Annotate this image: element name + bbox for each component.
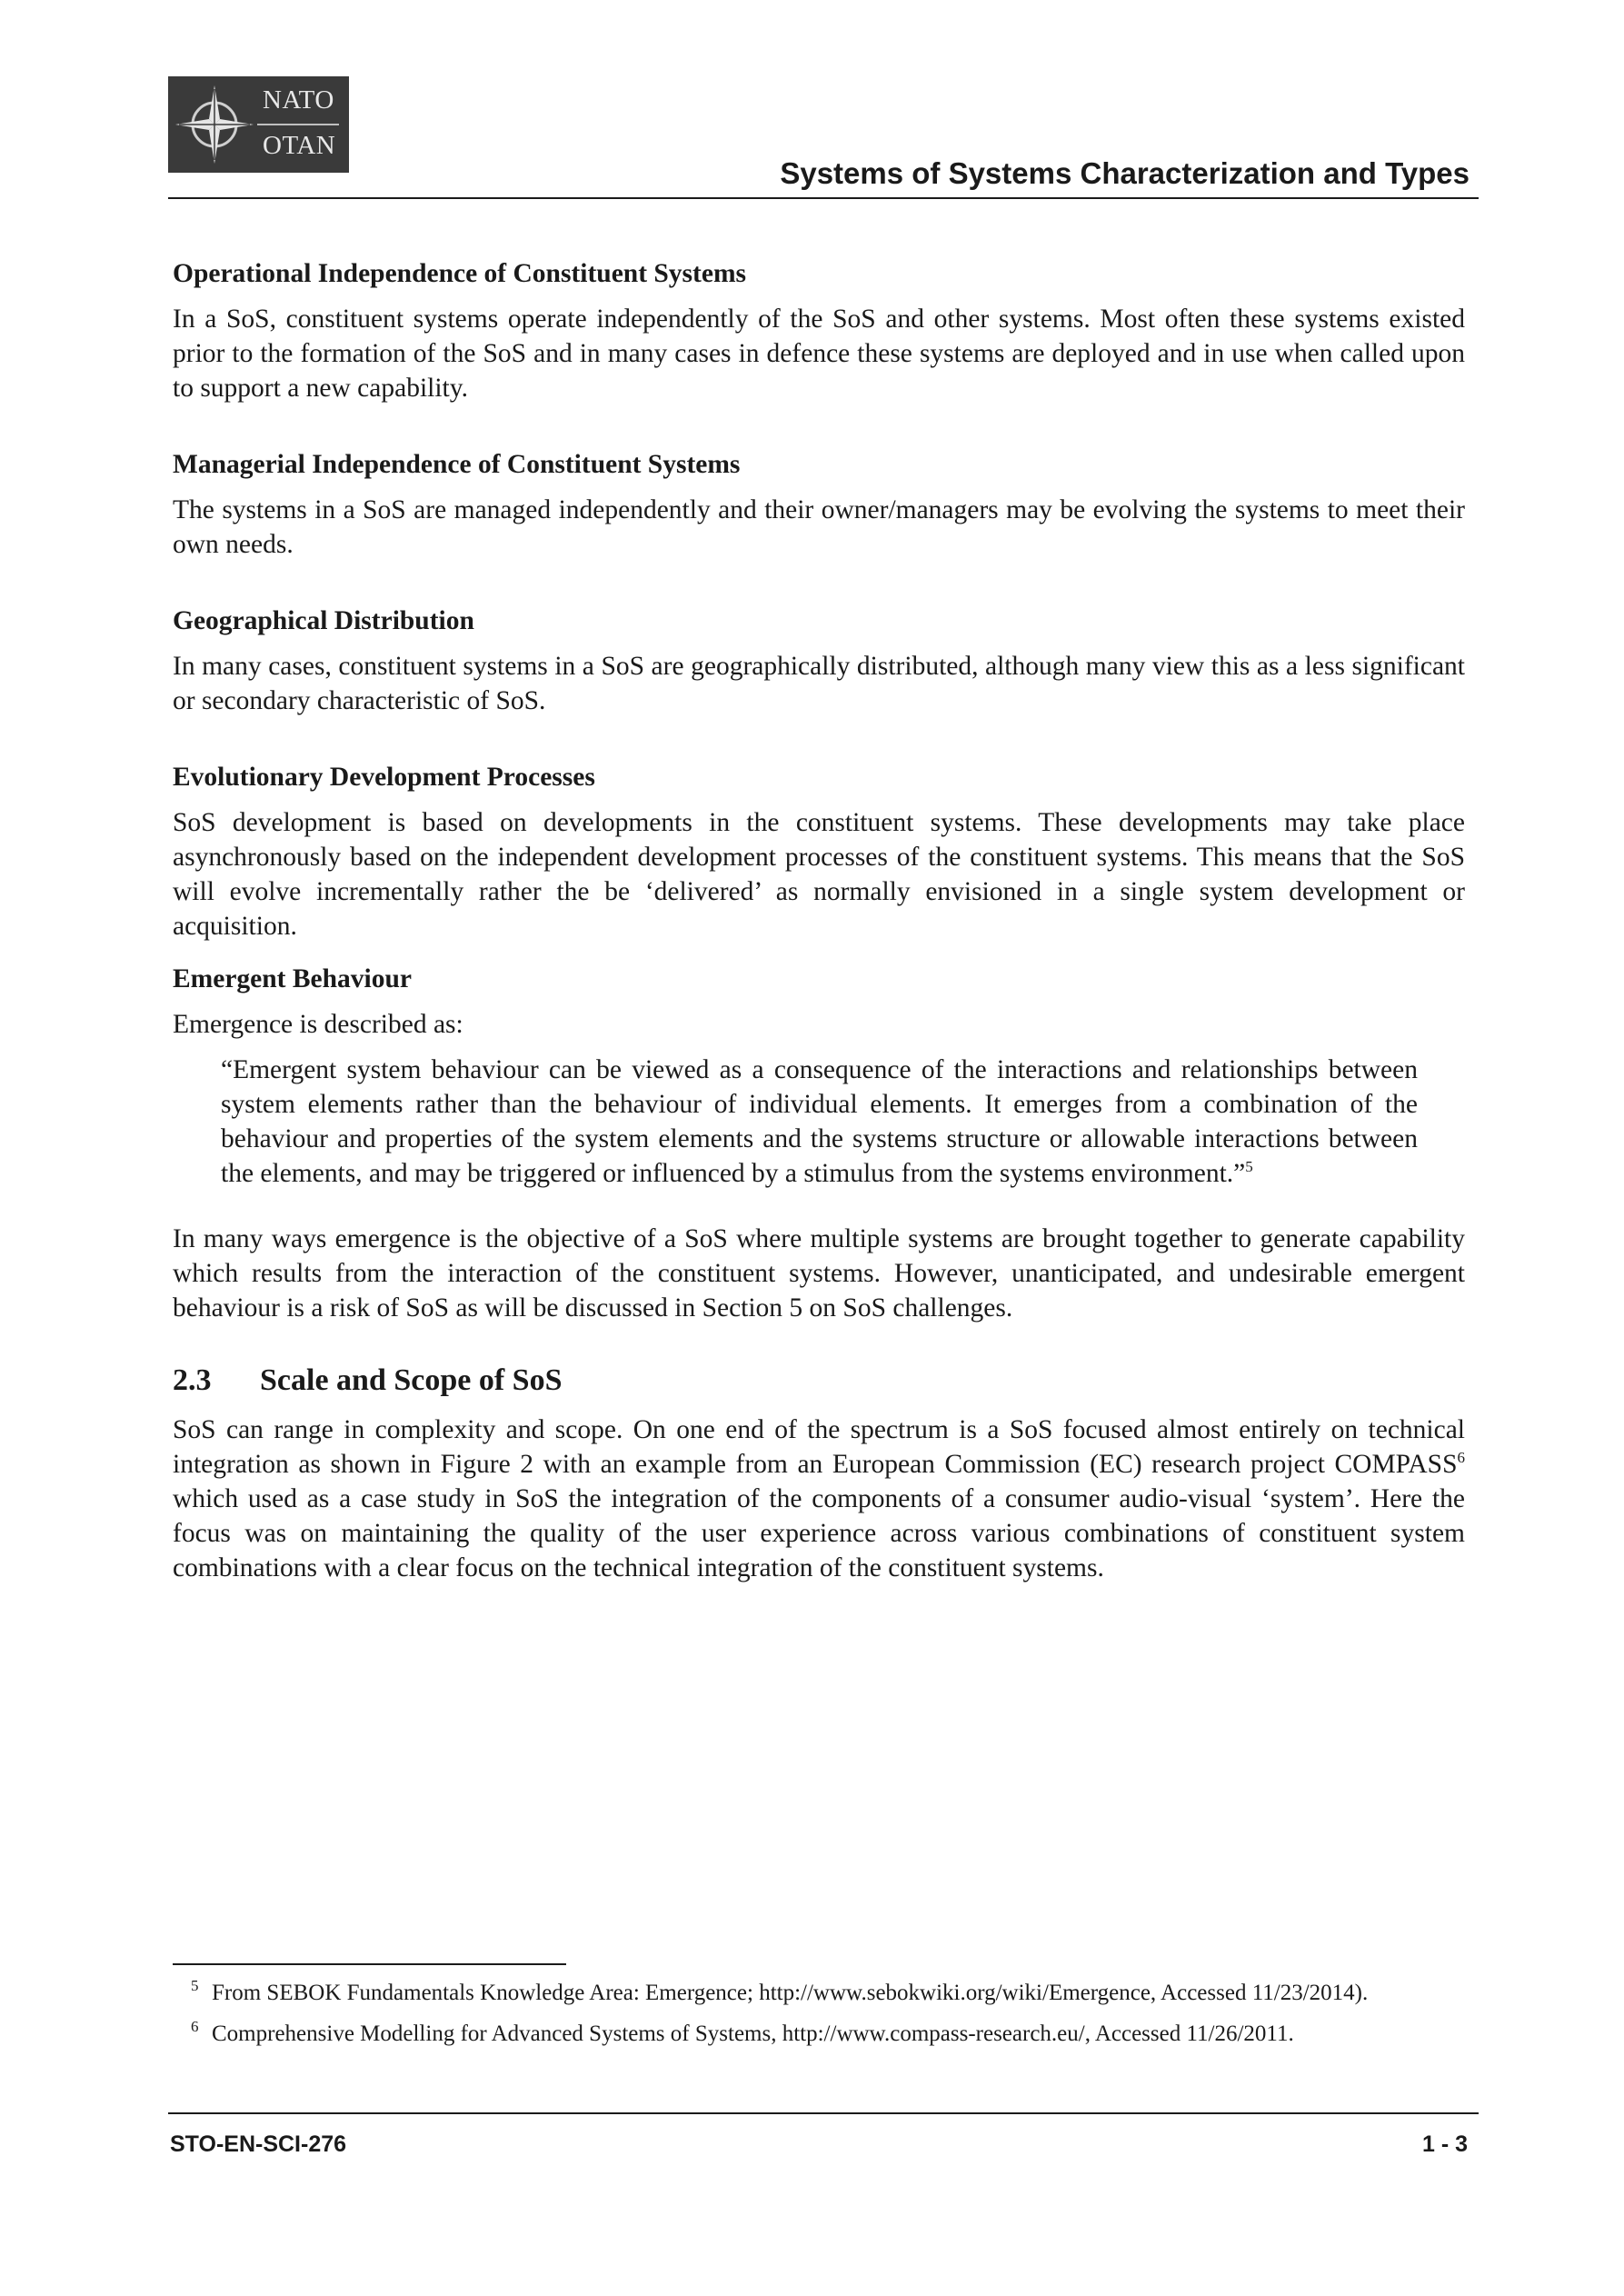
paragraph-text-part-a: SoS can range in complexity and scope. On one end of the spectrum is a SoS focused almost entirely on technical integration as shown in Figure 2 with an example from an European Commission (EC) research project COMPASS [173,1415,1465,1479]
section-heading: Evolutionary Development Processes [173,763,595,792]
logo-text-otan: OTAN [263,131,336,160]
section-operational-independence [173,256,1465,405]
section-geographical-distribution [173,604,1465,718]
section-heading: Geographical Distribution [173,606,474,635]
footnote-text: Comprehensive Modelling for Advanced Systems of Systems, http://www.compass-research.eu/, Accessed 11/26/2011. [212,2021,1294,2046]
section-heading: Operational Independence of Constituent Systems [173,259,746,288]
paragraph-text-part-b: which used as a case study in SoS the integration of the components of a consumer audio-visual ‘system’. Here the focus was on maintaining the quality of the user experience across various combinations of constituent system combinations with a clear focus on the technical integration of the constituent systems. [173,1484,1465,1582]
quote-text: “Emergent system behaviour can be viewed as a consequence of the interactions and relationships between system elements rather than the behaviour of individual elements. It emerges from a combination of the behaviour and properties of the system elements and the systems structure or allowable interactions between the elements, and may be triggered or influenced by a stimulus from the systems environment.” [221,1055,1418,1188]
footnotes [173,1978,1390,2060]
emergence-paragraph: In many ways emergence is the objective of a SoS where multiple systems are brought together to generate capability which results from the interaction of the constituent systems. However, unanticipated, and undesirable emergent behaviour is a risk of SoS as will be discussed in Section 5 on SoS challenges. [173,1224,1465,1323]
footnote-text: From SEBOK Fundamentals Knowledge Area: Emergence; http://www.sebokwiki.org/wiki/Emergence, Accessed 11/23/2014). [212,1981,1369,2005]
section-paragraph: In many cases, constituent systems in a SoS are geographically distributed, although many view this as a less significant or secondary characteristic of SoS. [173,652,1465,715]
section-heading: Emergent Behaviour [173,964,413,993]
footnote-separator [173,1963,566,1965]
section-evolutionary-development [173,760,1465,943]
header-rule [168,197,1479,199]
footer-document-id: STO-EN-SCI-276 [170,2131,347,2157]
logo-text-nato: NATO [263,85,334,115]
footnote-ref-6[interactable]: 6 [1457,1449,1465,1466]
footnote-6 [173,2019,1390,2049]
section-managerial-independence [173,447,1465,562]
footer-page-number: 1 - 3 [1421,2131,1468,2157]
emergence-intro: Emergence is described as: [173,1010,463,1039]
scale-scope-paragraph [173,1413,1465,1585]
emergence-quote [221,1053,1418,1191]
footnote-mark: 6 [191,2018,199,2035]
section-paragraph: SoS development is based on developments in the constituent systems. These developments may take place asynchronously based on the independent development processes of the constituent systems. This means that the SoS will evolve incrementally rather the be ‘delivered’ as normally envisioned in a single system development or acquisition. [173,808,1465,941]
footer-rule [168,2112,1479,2114]
footnote-mark: 5 [191,1977,199,1994]
footnote-ref-5[interactable]: 5 [1245,1158,1253,1175]
section-paragraph: In a SoS, constituent systems operate independently of the SoS and other systems. Most often these systems existed prior to the formation of the SoS and in many cases in defence these systems are deployed and in use when called upon to support a new capability. [173,304,1465,403]
page-body [173,256,1465,1585]
section-emergent-behaviour [173,962,1465,1325]
compass-star-icon [174,84,255,165]
section-title: Scale and Scope of SoS [260,1363,563,1397]
section-2-3-heading [173,1362,1465,1400]
section-heading: Managerial Independence of Constituent Systems [173,450,741,479]
section-2-3 [173,1362,1465,1585]
logo-divider [257,124,339,125]
running-header-title: Systems of Systems Characterization and Types [780,156,1470,190]
section-paragraph: The systems in a SoS are managed independently and their owner/managers may be evolving the systems to meet their own needs. [173,495,1465,559]
footnote-5 [173,1978,1390,2008]
nato-otan-logo [168,76,349,173]
section-number: 2.3 [173,1363,212,1397]
